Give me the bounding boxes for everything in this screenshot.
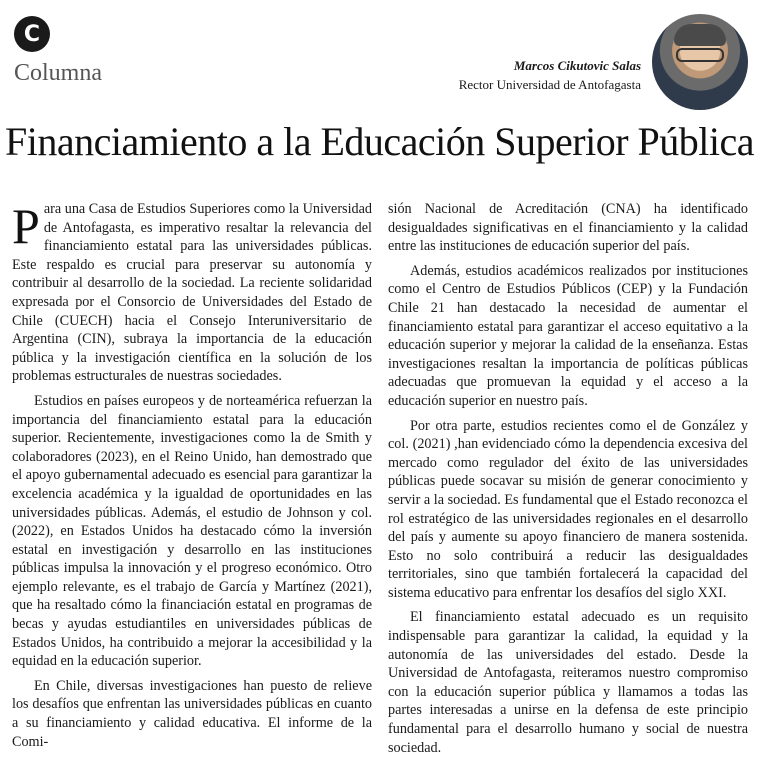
author-role: Rector Universidad de Antofagasta [458, 77, 641, 92]
paragraph: En Chile, diversas investigaciones han puesto de relieve los desafíos que enfrentan las universidades públicas en cuanto a su financiamiento y calidad educativa. El informe de la Comi- [12, 677, 372, 750]
paragraph: Por otra parte, estudios recientes como el de González y col. (2021) ,han evidenciado cómo la dependencia excesiva del mercado como regulador del éxito de las universidades públicas puede socavar su misión de generar conocimiento y servir a la sociedad. Es fundamental que el Estado reconozca el rol estratégico de las universidades regionales en el desarrollo del país y aumente su apoyo financiero de manera sostenida. Esto no solo contribuirá a reducir las desigualdades territoriales, sino que también fortalecerá la capacidad del sistema educativo para enfrentar los desafíos del siglo XXI. [388, 417, 748, 601]
author-photo [652, 14, 748, 110]
article-column-right [388, 200, 748, 763]
section-label: Columna [14, 60, 102, 86]
paragraph: sión Nacional de Acreditación (CNA) ha identificado desigualdades significativas en el financiamiento y la calidad entre las instituciones de educación superior del país. [388, 201, 748, 255]
author-name: Marcos Cikutovic Salas [513, 58, 641, 73]
paragraph: El financiamiento estatal adecuado es un requisito indispensable para garantizar la calidad, la equidad y la autonomía de las universidades del estado. Desde la Universidad de Antofagasta, reiteramos nuestro compromiso con la educación superior pública y llamamos a todas las partes interesadas a unirse en la defensa de este principio fundamental para el desarrollo humano y social de nuestra sociedad. [388, 609, 748, 756]
drop-cap: P [12, 198, 40, 254]
paragraph: Estudios en países europeos y de norteamérica refuerzan la importancia del financiamiento estatal para la educación superior. Recientemente, investigaciones como la de Smith y colaboradores (2023), en el Reino Unido, han demostrado que el apoyo gubernamental adecuado es esencial para garantizar la excelencia académica y la igualdad de oportunidades en las universidades públicas. Además, el estudio de Johnson y col. (2022), en Estados Unidos ha destacado cómo la inversión estatal en investigación y desarrollo en las instituciones públicas impulsa la innovación y el progreso económico. Otro ejemplo relevante, es el trabajo de García y Martínez (2021), que ha resaltado cómo la financiación estatal en programas de becas y ayudas estudiantiles en universidades públicas de Estados Unidos, ha contribuido a mejorar la accesibilidad y la equidad en la educación superior. [12, 392, 373, 670]
article-column-left [12, 200, 372, 757]
section-logo: C [14, 16, 50, 52]
author-photo-glasses [676, 48, 724, 62]
paragraph: Además, estudios académicos realizados por instituciones como el Centro de Estudios Públicos (CEP) y la Fundación Chile 21 han destacado la necesidad de aumentar el financiamiento estatal para garantizar el acceso equitativo a la educación superior y mejorar la calidad de la enseñanza. Estas investigaciones resaltan la importancia de políticas públicas adecuadas que promuevan la equidad y el acceso a la educación superior en nuestro país. [388, 262, 748, 409]
paragraph: Para una Casa de Estudios Superiores como la Universidad de Antofagasta, es imperativo resaltar la relevancia del financiamiento estatal para las universidades públicas. Este respaldo es crucial para preservar su autonomía y contribuir al desarrollo de la sociedad. La reciente solidaridad expresada por el Consorcio de Universidades del Estado de Chile (CUECH) hacia el Consejo Interuniversitario de Argentina (CIN), subraya la importancia de la educación pública y la investigación científica en la solución de los problemas estructurales de nuestras sociedades. [12, 198, 372, 385]
author-block [459, 56, 641, 94]
author-photo-hair [674, 24, 726, 46]
article-headline: Financiamiento a la Educación Superior Pública [5, 119, 754, 164]
